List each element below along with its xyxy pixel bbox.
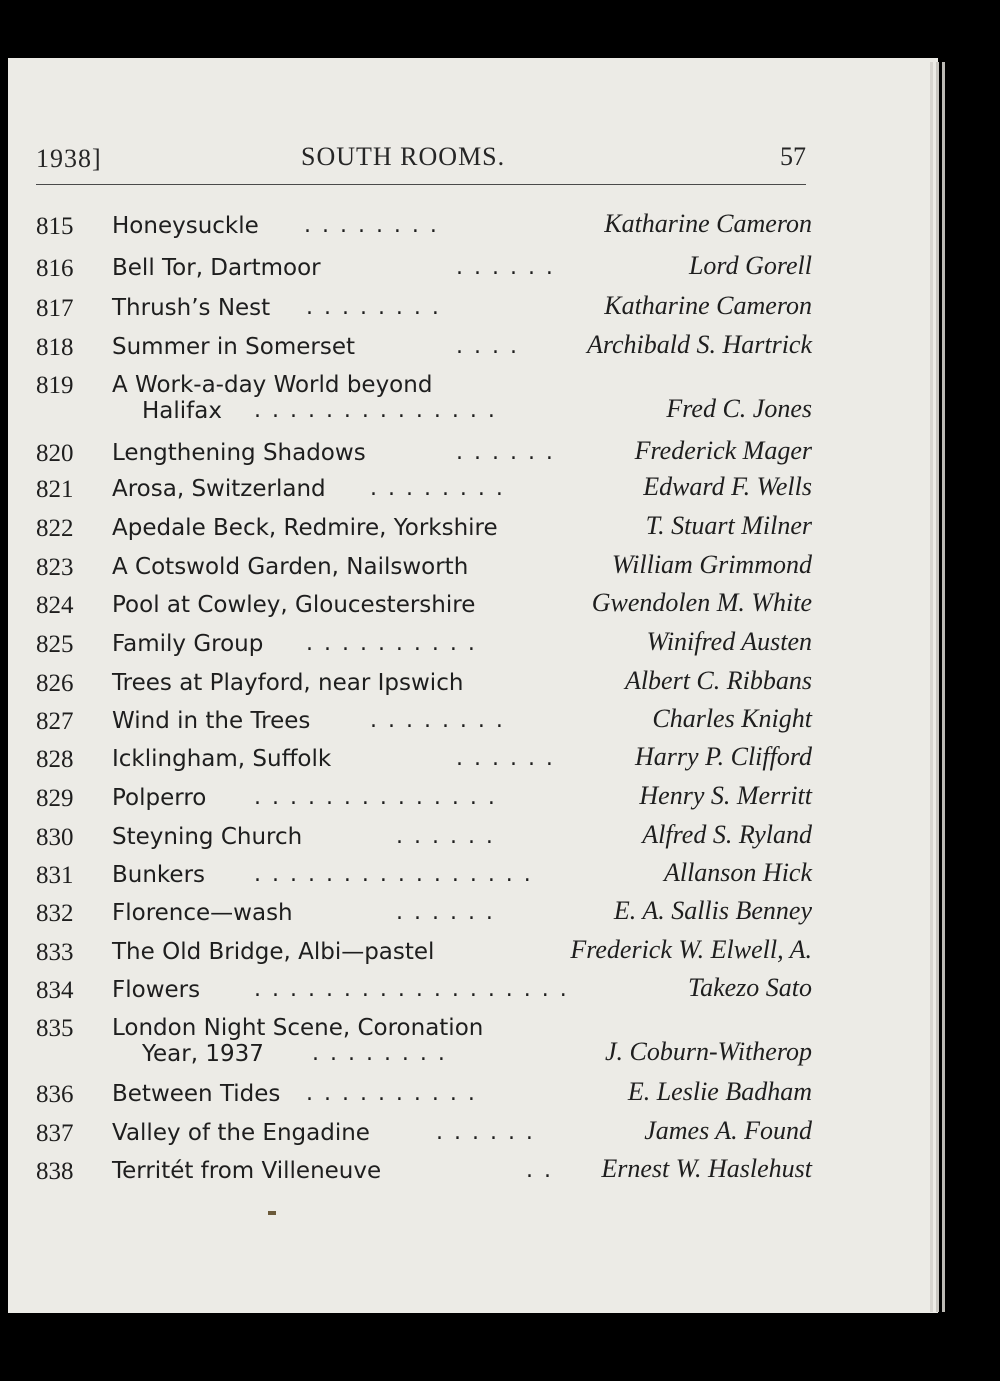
leader-dots: . . . . . . . . . . . . . .	[254, 785, 497, 810]
leader-dots: . . . .	[456, 334, 519, 359]
leader-dots: . . . . . . . .	[306, 295, 441, 320]
entry-number: 838	[36, 1158, 74, 1185]
page-edge	[936, 62, 939, 1312]
leader-dots: . . . . . . . . . .	[306, 1081, 477, 1106]
leader-dots: . . . . . .	[456, 255, 555, 280]
entry-number: 836	[36, 1081, 74, 1108]
entry-number: 820	[36, 440, 74, 467]
entry-number: 826	[36, 670, 74, 697]
leader-dots: . . . . . . . . . . . . . . . . . .	[254, 977, 569, 1002]
entry-number: 835	[36, 1015, 74, 1042]
entry-title: Bell Tor, Dartmoor	[112, 255, 321, 281]
entry-artist: Gwendolen M. White	[591, 588, 812, 617]
entry-artist: Winifred Austen	[646, 627, 812, 656]
entry-title: Wind in the Trees	[112, 708, 311, 734]
entry-artist: Charles Knight	[652, 704, 812, 733]
leader-dots: . . . . . .	[436, 1120, 535, 1145]
entry-title: Valley of the Engadine	[112, 1120, 370, 1146]
entry-artist: Henry S. Merritt	[639, 781, 812, 810]
entry-artist: Katharine Cameron	[604, 291, 812, 320]
entry-number: 828	[36, 746, 74, 773]
ink-speck	[268, 1211, 276, 1215]
entry-title: Family Group	[112, 631, 264, 657]
entry-number: 831	[36, 862, 74, 889]
entry-artist: Edward F. Wells	[643, 472, 812, 501]
header-rule	[36, 184, 806, 185]
entry-number: 825	[36, 631, 74, 658]
leader-dots: . . . . . . . . . . . . . .	[254, 398, 497, 423]
entry-number: 816	[36, 255, 74, 282]
header-year: 1938]	[36, 144, 102, 173]
entry-title: A Work-a-day World beyond	[112, 372, 433, 398]
leader-dots: . .	[526, 1158, 553, 1183]
entry-artist: William Grimmond	[611, 550, 812, 579]
leader-dots: . . . . . . . .	[304, 213, 439, 238]
leader-dots: . . . . . . . . . .	[306, 631, 477, 656]
running-header	[36, 140, 806, 180]
entry-title: Summer in Somerset	[112, 334, 356, 360]
entry-artist: Lord Gorell	[688, 251, 812, 280]
entry-title-continued: Year, 1937	[142, 1041, 264, 1067]
entry-title: London Night Scene, Coronation	[112, 1015, 484, 1041]
leader-dots: . . . . . . . .	[370, 708, 505, 733]
header-page-number: 57	[780, 142, 806, 171]
entry-artist: James A. Found	[644, 1116, 812, 1145]
entry-title: Arosa, Switzerland	[112, 476, 326, 502]
entry-number: 833	[36, 939, 74, 966]
entry-title: Lengthening Shadows	[112, 440, 366, 466]
entry-title: Icklingham, Suffolk	[112, 746, 332, 772]
entry-title: Steyning Church	[112, 824, 303, 850]
entry-title: Florence—wash	[112, 900, 293, 926]
entry-number: 837	[36, 1120, 74, 1147]
entry-artist: Fred C. Jones	[666, 394, 812, 423]
entry-number: 818	[36, 334, 74, 361]
entry-number: 819	[36, 372, 74, 399]
entry-title: Flowers	[112, 977, 201, 1003]
entry-number: 824	[36, 592, 74, 619]
entry-number: 817	[36, 295, 74, 322]
entry-title: Apedale Beck, Redmire, Yorkshire	[112, 515, 498, 541]
entry-artist: E. A. Sallis Benney	[613, 896, 812, 925]
entry-title: Thrush’s Nest	[112, 295, 271, 321]
entry-number: 815	[36, 213, 74, 240]
leader-dots: . . . . . . . .	[370, 476, 505, 501]
leader-dots: . . . . . .	[456, 440, 555, 465]
entry-artist: Frederick Mager	[634, 436, 812, 465]
entry-number: 827	[36, 708, 74, 735]
entry-artist: T. Stuart Milner	[645, 511, 812, 540]
entry-number: 834	[36, 977, 74, 1004]
entry-artist: Albert C. Ribbans	[624, 666, 812, 695]
entry-title: The Old Bridge, Albi—pastel	[112, 939, 435, 965]
leader-dots: . . . . . .	[396, 900, 495, 925]
entry-number: 821	[36, 476, 74, 503]
entry-title: Bunkers	[112, 862, 206, 888]
entry-artist: Harry P. Clifford	[635, 742, 812, 771]
entry-title: Trees at Playford, near Ipswich	[112, 670, 464, 696]
header-title: SOUTH ROOMS.	[301, 142, 506, 171]
entry-number: 829	[36, 785, 74, 812]
entry-number: 832	[36, 900, 74, 927]
entry-artist: E. Leslie Badham	[627, 1077, 812, 1106]
entry-artist: J. Coburn-Witherop	[604, 1037, 812, 1066]
leader-dots: . . . . . .	[396, 824, 495, 849]
entry-artist: Ernest W. Haslehust	[601, 1154, 812, 1183]
leader-dots: . . . . . .	[456, 746, 555, 771]
entry-artist: Katharine Cameron	[604, 209, 812, 238]
entry-title: A Cotswold Garden, Nailsworth	[112, 554, 469, 580]
page-edge	[942, 62, 945, 1312]
entry-artist: Alfred S. Ryland	[642, 820, 812, 849]
entry-title: Honeysuckle	[112, 213, 259, 239]
entry-number: 830	[36, 824, 74, 851]
entry-title: Between Tides	[112, 1081, 281, 1107]
entry-title: Pool at Cowley, Gloucestershire	[112, 592, 476, 618]
entry-artist: Archibald S. Hartrick	[586, 330, 812, 359]
entry-artist: Frederick W. Elwell, A.	[570, 935, 812, 964]
entry-artist: Allanson Hick	[663, 858, 812, 887]
leader-dots: . . . . . . . . . . . . . . . .	[254, 862, 533, 887]
leader-dots: . . . . . . . .	[312, 1041, 447, 1066]
entry-artist: Takezo Sato	[688, 973, 812, 1002]
entry-number: 822	[36, 515, 74, 542]
entry-title-continued: Halifax	[142, 398, 222, 424]
entry-title: Polperro	[112, 785, 207, 811]
entry-title: Territét from Villeneuve	[112, 1158, 382, 1184]
entry-number: 823	[36, 554, 74, 581]
page-edge	[930, 62, 933, 1312]
